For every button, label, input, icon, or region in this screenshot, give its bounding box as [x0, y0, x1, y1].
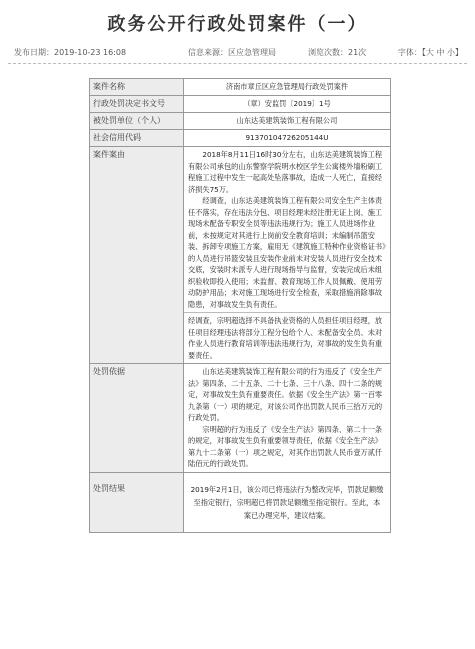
cause-label: 案件案由 — [90, 147, 184, 364]
font-size-label: 字体： — [397, 48, 422, 57]
row-basis — [90, 364, 391, 473]
row-party — [90, 113, 391, 130]
decision-no-value: （章）安监罚〔2019〕1号 — [184, 96, 391, 113]
font-size-switcher: 字体：【大 中 小】 — [397, 48, 463, 57]
row-decision-no — [90, 96, 391, 113]
font-large-button[interactable]: 大 — [425, 48, 434, 57]
row-case-cause — [90, 147, 391, 364]
info-source: 信息来源：区应急管理局 — [188, 48, 276, 57]
decision-no-label: 行政处罚决定书文号 — [90, 96, 184, 113]
cause-paragraph: 2018年8月11日16时30分左右，山东达美建筑装饰工程有限公司承包的山东警察学院明水校区学生公寓楼外墙粉刷工程施工过程中发生一起高处坠落事故，造成一人死亡，直接经济损失75万。 — [188, 150, 383, 194]
row-credit-code — [90, 130, 391, 147]
result-value: 2019年2月1日，该公司已将违法行为整改完毕，罚款足额缴至指定银行，宗明超已将罚款足额缴至指定银行。至此，本案已办理完毕，建议结案。 — [184, 472, 391, 532]
basis-value — [184, 364, 391, 473]
case-name-value: 济南市章丘区应急管理局行政处罚案件 — [184, 79, 391, 96]
article-meta — [8, 44, 467, 62]
header-divider — [8, 63, 467, 64]
case-name-label: 案件名称 — [90, 79, 184, 96]
cause-paragraph: 经调查，山东达美建筑装饰工程有限公司安全生产主体责任不落实，存在违法分包、项目经理未经注册无证上岗、施工现场未配备专职安全员等违法违规行为；施工人员进场作业前，未按规定对其进行上岗前安全教育培训；未编制吊篮安装、拆卸专项施工方案，雇用无《建筑施工特种作业资格证书》的人员进行吊篮安装且安装作业前未对安装人员进行安全技术交底，安装时未派专人进行现场指导与监督，安装完成后未组织验收即投入使用；未监督、教育现场工作人员佩戴、使用劳动防护用品；未对施工现场进行安全检查，采取措施消除事故隐患，对事故发生负有责任。 — [188, 196, 386, 309]
font-medium-button[interactable]: 中 — [436, 48, 445, 57]
basis-paragraph: 山东达美建筑装饰工程有限公司的行为违反了《安全生产法》第四条、二十五条、二十七条、三十八条、四十二条的规定，对事故发生负有重要责任。依据《安全生产法》第一百零九条第（一）项的规定，对该公司作出罚款人民币三拾万元的行政处罚。 — [188, 367, 383, 422]
row-case-name — [90, 79, 391, 96]
credit-code-label: 社会信用代码 — [90, 130, 184, 147]
party-value: 山东达美建筑装饰工程有限公司 — [184, 113, 391, 130]
basis-paragraph: 宗明超的行为违反了《安全生产法》第四条、第二十一条的规定，对事故发生负有重要领导责任，依据《安全生产法》第九十二条第（一）项之规定，对其作出罚款人民币壹万贰仟陆佰元的行政处罚。 — [188, 424, 383, 468]
publish-date: 发布日期：2019-10-23 16:08 — [14, 48, 127, 57]
case-table — [89, 78, 391, 533]
row-result — [90, 472, 391, 532]
basis-label: 处罚依据 — [90, 364, 184, 473]
cause-value — [184, 147, 391, 364]
party-label: 被处罚单位（个人） — [90, 113, 184, 130]
page-title: 政务公开行政处罚案件（一） — [107, 14, 368, 35]
view-count: 浏览次数：21次 — [308, 48, 367, 57]
cause-paragraph: 经调查，宗明超选择不具备执业资格的人员担任项目经理，放任项目经理违法将部分工程分包给个人、未配备安全员、未对作业人员进行教育培训等违法违规行为，对事故的发生负有重要责任。 — [184, 312, 390, 361]
credit-code-value: 91370104726205144U — [184, 130, 391, 147]
result-label: 处罚结果 — [90, 472, 184, 532]
font-small-button[interactable]: 小 — [447, 48, 455, 57]
